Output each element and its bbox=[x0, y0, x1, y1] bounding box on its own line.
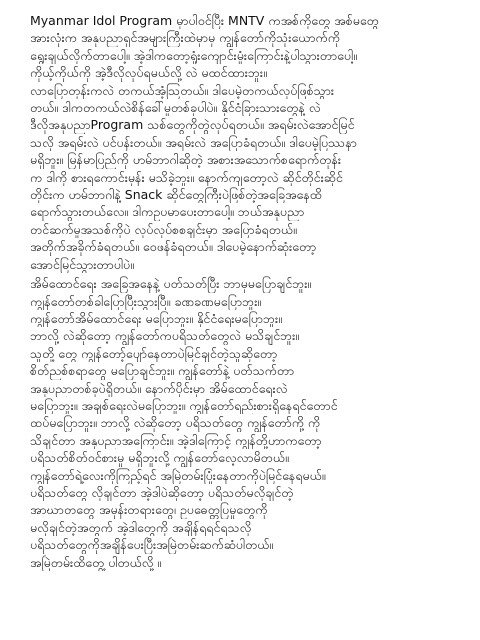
text-line: ကိုယ့်ကိုယ်ကို အဲ့ဒီလိုလုပ်ရမယ်လို့ လဲ မထင်ထားဘူး။ bbox=[30, 65, 267, 81]
text-line: မရှိဘူး။ မြန်မာပြည်ကို ဟမ်ဘာဂါဆိုတဲ့ အစားအသောက်စရောက်တုန်း bbox=[30, 152, 342, 168]
text-line: တယ်။ ဒါကတကယ်လဲစိန်ခေါ်မှုတစ်ခုပါပဲ။ နိုင်ငံခြားသားတွေနဲ့ လဲ bbox=[30, 100, 321, 116]
text-line: ကျွန်တော်တစ်ခါပြောပြီးသွားပြီ။ ခဏခဏမပြောဘူး။ bbox=[30, 293, 262, 309]
text-line: အနုပညာတစ်ခုပဲရှိတယ်။ နောက်ပိုင်းမှာ အိမ်ထောင်ရေးလဲ bbox=[30, 380, 288, 396]
text-line: ဘာလို့ လဲဆိုတော့ ကျွန်တော်ကပရိသတ်တွေလဲ မသိချင်ဘူး။ bbox=[30, 328, 300, 344]
text-line: ရောက်သွားတယ်လေ။ ဒါကဥပမာပေးတာပေါ့။ ဘယ်အနုပညာ bbox=[30, 204, 305, 220]
text-line: စိတ်ညစ်စရာတွေ မပြောချင်ဘူး။ ကျွန်တော်နဲ့ ပတ်သက်တာ bbox=[30, 363, 295, 379]
text-line: Myanmar Idol Program မှာပါဝင်ပြီး MNTV ကအစ်ကိုတွေ အစ်မတွေ bbox=[30, 13, 379, 28]
text-line: မပြောဘူး။ အချစ်ရေးလဲမပြောဘူး။ ကျွန်တော်ရည်းစားရှိနေရင်တောင် bbox=[30, 397, 338, 413]
text-line: သိချင်တာ အနုပညာအကြောင်း။ အဲ့ဒါကြောင့် ကျွန်တို့ဟာကတော့ bbox=[30, 432, 322, 448]
text-line: က ဒါကို စားရကောင်းမှန်း မသိခဲ့ဘူး။ နောက်ကျတော့လဲ ဆိုင်တိုင်းဆိုင် bbox=[30, 169, 343, 185]
text-line: မလိုချင်တဲ့အတွက် အဲ့ဒါတွေကို အချိန်ရရင်ရသလို bbox=[30, 519, 252, 535]
text-line: ကျွန်တော်အိမ်ထောင်ရေး မပြောဘူး။ နိုင်ငံရေးမပြောဘူး။ bbox=[30, 310, 282, 326]
text-line: လာပြောတုန်းကလဲ တကယ်အံ့သြတယ်။ ဒါပေမဲ့တကယ်လုပ်ဖြစ်သွား bbox=[30, 82, 335, 98]
text-line: အတိုက်အခိုက်ခံရတယ်။ ဝေဖန်ခံရတယ်။ ဒါပေမဲ့နောက်ဆုံးတော့ bbox=[30, 239, 317, 255]
text-line: အာဃာတတွေ အမုန်းတရားတွေ၊ ဥပဓေတ္တပြမှုတွေကို bbox=[30, 502, 268, 518]
text-line: ပရိသတ်တွေကိုအချိန်ပေးပြီးအမြဲတမ်းဆက်ဆံပါတယ်။ bbox=[30, 537, 274, 553]
text-line: တိုင်းက ဟမ်ဘာဂါနဲ့ Snack ဆိုင်တွေကြီးပဲဖြစ်တဲ့အခြေအနေထိ bbox=[30, 187, 322, 203]
paragraph-personal-life bbox=[30, 275, 470, 571]
text-line: ပရိသတ်တွေ လိုချင်တာ အဲ့ဒါပဲဆိုတော့ ပရိသတ်မလိုချင်တဲ့ bbox=[30, 484, 294, 500]
text-line: ကျွန်တော်ရဲ့လေးကိုကြည့်ရင် အမြဲတမ်းပြုံးနေတာကိုပဲမြင်နေရမယ်။ bbox=[30, 467, 326, 483]
text-line: အမြဲတမ်းထိတွေ့ ပါတယ်လို့ ။ bbox=[30, 554, 162, 570]
text-line: သူတို့ တွေ ကျွန်တော့်ပျော်နေတာပဲမြင်ချင်တဲ့သူဆိုတော့ bbox=[30, 345, 278, 361]
text-line: အောင်မြင်သွားတာပါပဲ။ bbox=[30, 256, 134, 272]
text-line: ထပ်မပြောဘူး။ ဘာလို့ လဲဆိုတော့ ပရိသတ်တွေ ကျွန်တော်ကို့ ကို bbox=[30, 415, 321, 431]
text-line: ပရိသတ်စိတ်ဝင်စားမှု မရှိဘူးလို့ ကျွန်တော်လေ့လာမိတယ်။ bbox=[30, 450, 289, 466]
text-line: တင်ဆက်မှုအသစ်ကိုပဲ လုပ်လုပ်စစချင်းမှာ အပြောခံရတယ်။ bbox=[30, 221, 297, 237]
text-line: အိမ်ထောင်ရေး အခြေအနေနဲ့ ပတ်သတ်ပြီး ဘာမှမပြောချင်ဘူး။ bbox=[30, 276, 312, 292]
text-line: ဒီလိုအနုပညာProgram သစ်တွေကိုတွဲလုပ်ရတယ်။ အရမ်းလဲအောင်မြင် bbox=[30, 117, 355, 133]
text-line: ရွေးချယ်လိုက်တာပေါ့။ အဲ့ဒါကတော့ရှုံးကျောင်းမှုံးကြောင်းနဲ့ပါသွားတာပေါ့။ bbox=[30, 47, 357, 63]
text-line: အားလုံးက အနုပညာရှင်အများကြီးထဲမှာမှ ကျွန်တော်ကိုသုံးယောက်ကို bbox=[30, 30, 340, 46]
text-line: သလို အရမ်းလဲ ပင်ပန်းတယ်။ အရမ်းလဲ အပြောခံရတယ်။ ဒါပေမဲ့ပြဿနာ bbox=[30, 134, 357, 150]
paragraph-program bbox=[30, 12, 470, 273]
